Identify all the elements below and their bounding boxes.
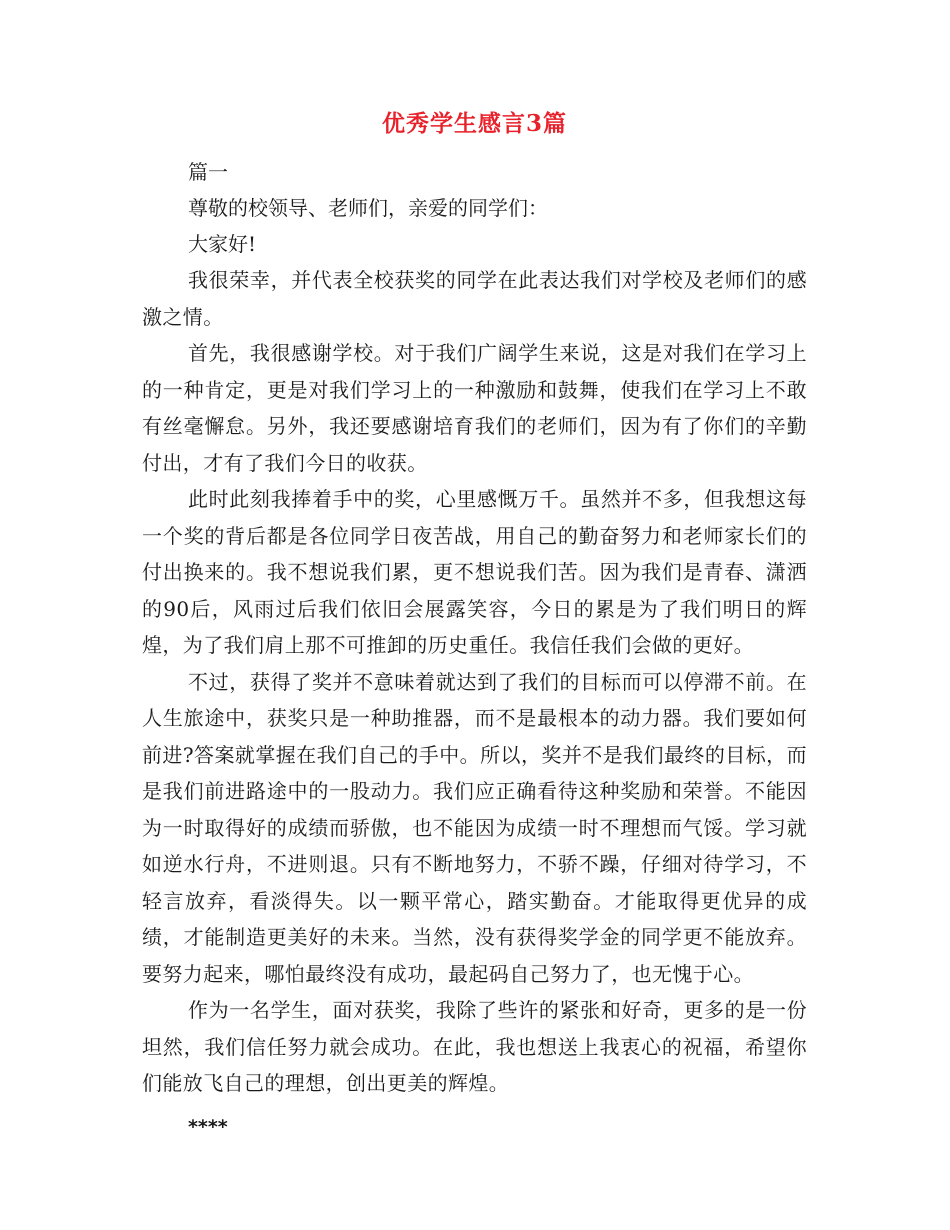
greeting: 大家好! <box>188 232 257 256</box>
paragraph: 首先，我很感谢学校。对于我们广阔学生来说，这是对我们在学习上的一种肯定，更是对我们学习上的一种激励和鼓舞，使我们在学习上不敢有丝毫懈怠。另外，我还要感谢培育我们的老师们，因为有了你们的辛勤付出，才有了我们今日的收获。 <box>142 341 807 475</box>
section-separator: **** <box>188 1115 228 1138</box>
section-label: 篇一 <box>188 160 228 184</box>
paragraph: 我很荣幸，并代表全校获奖的同学在此表达我们对学校及老师们的感激之情。 <box>142 268 807 329</box>
paragraph: 不过，获得了奖并不意味着就达到了我们的目标而可以停滞不前。在人生旅途中，获奖只是一种助推器，而不是最根本的动力器。我们要如何前进?答案就掌握在我们自己的手中。所以，奖并不是我们最终的目标，而是我们前进路途中的一股动力。我们应正确看待这种奖励和荣誉。不能因为一时取得好的成绩而骄傲，也不能因为成绩一时不理想而气馁。学习就如逆水行舟，不进则退。只有不断地努力，不骄不躁，仔细对待学习，不轻言放弃，看淡得失。以一颗平常心，踏实勤奋。才能取得更优异的成绩，才能制造更美好的未来。当然，没有获得奖学金的同学更不能放弃。要努力起来，哪怕最终没有成功，最起码自己努力了，也无愧于心。 <box>142 669 807 986</box>
paragraph: 此时此刻我捧着手中的奖，心里感慨万千。虽然并不多，但我想这每一个奖的背后都是各位同学日夜苦战，用自己的勤奋努力和老师家长们的付出换来的。我不想说我们累，更不想说我们苦。因为我们是青春、潇洒的90后，风雨过后我们依旧会展露笑容，今日的累是为了我们明日的辉煌，为了我们肩上那不可推卸的历史重任。我信任我们会做的更好。 <box>142 487 807 657</box>
paragraph: 作为一名学生，面对获奖，我除了些许的紧张和好奇，更多的是一份坦然，我们信任努力就会成功。在此，我也想送上我衷心的祝福，希望你们能放飞自己的理想，创出更美的辉煌。 <box>142 998 807 1095</box>
document-title: 优秀学生感言3篇 <box>381 110 567 137</box>
document-page <box>142 108 807 1142</box>
salutation: 尊敬的校领导、老师们，亲爱的同学们： <box>188 196 548 220</box>
